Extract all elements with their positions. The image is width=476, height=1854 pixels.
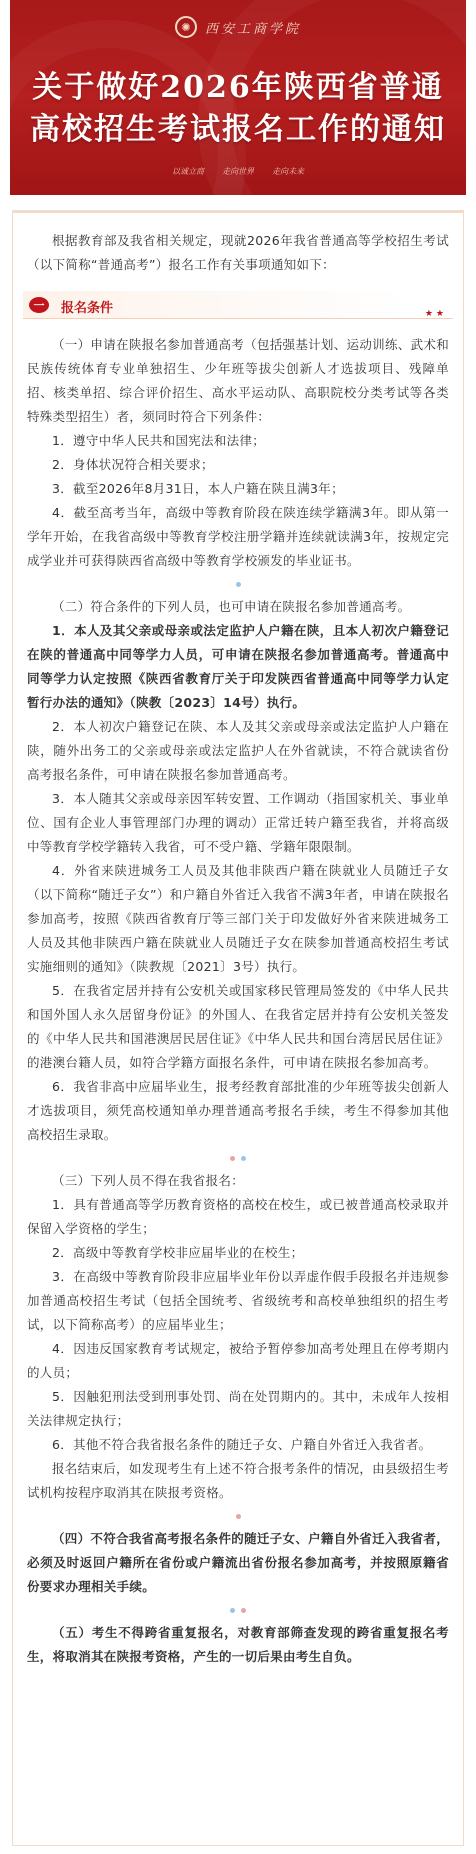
part2-item-highlight: 1．本人及其父亲或母亲或法定监护人户籍在陕，且本人初次户籍登记在陕的普通高中同等学力人员，可申请在陕报名参加普通高考。普通高中同等学力认定按照《陕西省教育厅关于印发陕西省普通高中同等学力认定暂行办法的通知》（陕教〔2023〕14号）执行。 xyxy=(27,623,449,710)
star-icons: ★★ xyxy=(424,309,447,319)
dot-icon xyxy=(230,1156,235,1161)
section-badge: 一 xyxy=(29,297,49,313)
banner-title-line1: 关于做好2026年陕西省普通 xyxy=(32,70,444,105)
divider-dots xyxy=(27,577,449,591)
part1-item: 2．身体状况符合相关要求； xyxy=(52,457,214,472)
intro-paragraph: 根据教育部及我省相关规定，现就2026年我省普通高等学校招生考试（以下简称“普通高考”）报名工作有关事项通知如下： xyxy=(27,233,449,272)
part3-item: 2．高级中等教育学校非应届毕业的在校生； xyxy=(52,1245,304,1260)
dot-icon xyxy=(241,1608,246,1613)
dot-icon xyxy=(236,1514,241,1519)
divider-dots xyxy=(27,1603,449,1617)
banner-title-line2: 高校招生考试报名工作的通知 xyxy=(30,112,446,147)
part1-item: 4．截至高考当年，高级中等教育阶段在陕连续学籍满3年。即从第一学年开始，在我省高级中等教育学校注册学籍并连续就读满3年，按规定完成学业并可获得陕西省高级中等教育学校颁发的毕业证书。 xyxy=(27,505,449,568)
part3-item: 6．其他不符合我省报名条件的随迁子女、户籍自外省迁入我省者。 xyxy=(52,1437,432,1452)
school-emblem-icon: ✺ xyxy=(175,16,197,38)
part2-item: 5．在我省定居并持有公安机关或国家移民管理局签发的《中华人民共和国外国人永久居留身份证》的外国人、在我省定居并持有公安机关签发的《中华人民共和国港澳居民居住证》《中华人民共和国台湾居民居住证》的港澳台籍人员，如符合学籍方面报名条件，可申请在陕报名参加高考。 xyxy=(27,983,449,1070)
part1-item: 3．截至2026年8月31日，本人户籍在陕且满3年； xyxy=(52,481,344,496)
divider-dots xyxy=(27,1509,449,1523)
part2-item: 4．外省来陕进城务工人员及其他非陕西户籍在陕就业人员随迁子女（以下简称“随迁子女”）和户籍自外省迁入我省不满3年者，申请在陕报名参加高考，按照《陕西省教育厅等三部门关于印发做好外省来陕进城务工人员及其他非陕西户籍在陕就业人员随迁子女在陕参加普通高校招生考试实施细则的通知》（陕教规〔2021〕3号）执行。 xyxy=(27,863,449,974)
part3-item: 3．在高级中等教育阶段非应届毕业年份以弄虚作假手段报名并违规参加普通高校招生考试（包括全国统考、省级统考和高校单独组织的招生考试，以下简称高考）的应届毕业生； xyxy=(27,1269,449,1332)
part5-paragraph: （五）考生不得跨省重复报名，对教育部筛查发现的跨省重复报名考生，将取消其在陕报考资格，产生的一切后果由考生自负。 xyxy=(27,1625,449,1664)
part2-item: 6．我省非高中应届毕业生，报考经教育部批准的少年班等拔尖创新人才选拔项目，须凭高校通知单办理普通高考报名手续，考生不得参加其他高校招生录取。 xyxy=(27,1079,449,1142)
part3-closing: 报名结束后，如发现考生有上述不符合报考条件的情况，由县级招生考试机构按程序取消其在陕报考资格。 xyxy=(27,1461,449,1500)
motto-3: 走向未来 xyxy=(272,167,304,176)
divider-dots xyxy=(27,1151,449,1165)
part2-item: 2．本人初次户籍登记在陕、本人及其父亲或母亲或法定监护人户籍在陕，随外出务工的父亲或母亲或法定监护人在外省就读，不符合就读省份高考报名条件，可申请在陕报名参加普通高考。 xyxy=(27,719,449,782)
part2-lead: （二）符合条件的下列人员，也可申请在陕报名参加普通高考。 xyxy=(52,599,411,614)
school-logo xyxy=(10,16,466,38)
section-title: 报名条件 xyxy=(61,301,114,316)
dot-icon xyxy=(236,582,241,587)
dot-icon xyxy=(241,1156,246,1161)
part2-item: 3．本人随其父亲或母亲因军转安置、工作调动（指国家机关、事业单位、国有企业人事管理部门办理的调动）正常迁转户籍至我省，并将高级中等教育学校学籍转入我省，可不受户籍、学籍年限限制。 xyxy=(27,791,449,854)
part3-item: 5．因触犯刑法受到刑事处罚、尚在处罚期内的。其中，未成年人按相关法律规定执行； xyxy=(27,1389,449,1428)
school-name: 西安工商学院 xyxy=(204,21,301,37)
part3-item: 4．因违反国家教育考试规定，被给予暂停参加高考处理且在停考期内的人员； xyxy=(27,1341,449,1380)
article-body xyxy=(12,210,464,1846)
motto-1: 以诚立商 xyxy=(172,167,204,176)
header-banner xyxy=(10,0,466,195)
part3-item: 1．具有普通高等学历教育资格的高校在校生，或已被普通高校录取并保留入学资格的学生； xyxy=(27,1197,449,1236)
banner-motto xyxy=(10,166,466,177)
section-header-conditions xyxy=(23,291,453,319)
part3-lead: （三）下列人员不得在我省报名： xyxy=(52,1173,245,1188)
part1-item: 1．遵守中华人民共和国宪法和法律； xyxy=(52,433,266,448)
dot-icon xyxy=(230,1608,235,1613)
part4-paragraph: （四）不符合我省高考报名条件的随迁子女、户籍自外省迁入我省者，必须及时返回户籍所在省份或户籍流出省份报名参加高考，并按照原籍省份要求办理相关手续。 xyxy=(27,1531,449,1594)
part1-lead: （一）申请在陕报名参加普通高考（包括强基计划、运动训练、武术和民族传统体育专业单独招生、少年班等拔尖创新人才选拔项目、残障单招、核类单招、综合评价招生、高水平运动队、高职院校分类考试等各类特殊类型招生）者，须同时符合下列条件： xyxy=(27,337,449,424)
motto-2: 走向世界 xyxy=(222,167,254,176)
